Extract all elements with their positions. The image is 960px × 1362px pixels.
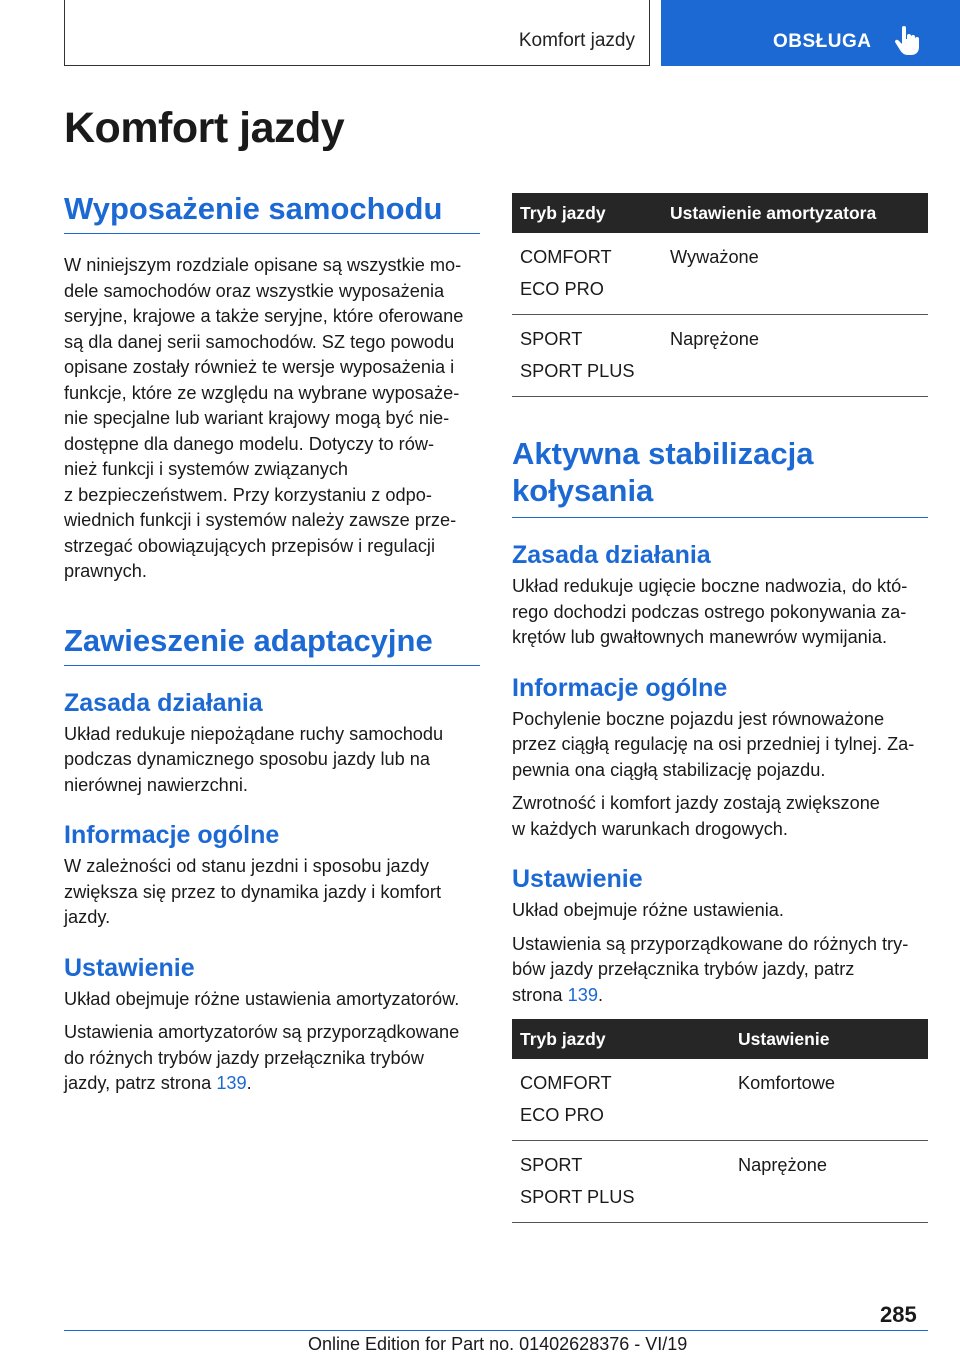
page-title: Komfort jazdy xyxy=(64,104,345,152)
table-damper-settings xyxy=(512,193,928,397)
table-cell-mode xyxy=(512,1059,730,1141)
paragraph-zasada xyxy=(64,722,480,799)
text-line: seryjne, krajowe a także seryjne, które oferowane xyxy=(64,306,464,327)
paragraph-zasada xyxy=(512,574,928,651)
subheading-informacje: Informacje ogólne xyxy=(512,673,728,702)
text-line: Układ redukuje niepożądane ruchy samochodu xyxy=(64,723,444,744)
text-line: strzegać obowiązujących przepisów i regulacji xyxy=(64,535,435,556)
text-line: opisane zostały również te wersje wyposażenia i xyxy=(64,357,455,378)
table-stabilization-settings xyxy=(512,1019,928,1223)
left-column xyxy=(64,190,480,1097)
mode-name: ECO PRO xyxy=(520,1105,604,1125)
heading-stabilizacja xyxy=(512,435,928,518)
right-column xyxy=(512,193,928,1223)
paragraph-ustawienie-1: Układ obejmuje różne ustawienia amortyzatorów. xyxy=(64,988,460,1009)
text-line: Ustawienia są przyporządkowane do różnych try‐ xyxy=(512,933,909,954)
footer-edition: Online Edition for Part no. 01402628376 - VI/19 xyxy=(308,1334,688,1354)
text-line: do różnych trybów jazdy przełącznika trybów xyxy=(64,1047,424,1068)
header-section-box xyxy=(64,0,650,66)
page-link-139[interactable]: 139 xyxy=(567,984,598,1005)
subheading-informacje: Informacje ogólne xyxy=(64,821,280,850)
text-line: w każdych warunkach drogowych. xyxy=(512,818,788,839)
table-cell-mode xyxy=(512,315,662,397)
text-line xyxy=(512,983,928,1009)
footer-divider xyxy=(64,1330,928,1331)
table-cell-value: Naprężone xyxy=(662,315,928,397)
text-line: krętów lub gwałtownych manewrów wymijania. xyxy=(512,627,888,647)
mode-name: ECO PRO xyxy=(520,279,604,299)
paragraph-ustawienie-2 xyxy=(512,932,928,1009)
text-line: nierównej nawierzchni. xyxy=(64,774,248,795)
mode-name: COMFORT xyxy=(520,247,612,267)
text-line: Pochylenie boczne pojazdu jest równoważone xyxy=(512,708,885,729)
text-line: funkcje, które ze względu na wybrane wyposaże‐ xyxy=(64,382,460,403)
text-line: pewnia ona ciągłą stabilizację pojazdu. xyxy=(512,759,826,780)
text-line: prawnych. xyxy=(64,561,147,582)
text-line: z bezpieczeństwem. Przy korzystaniu z odpo‐ xyxy=(64,484,432,505)
text-line: dostępne dla danego modelu. Dotyczy to rów‐ xyxy=(64,433,435,454)
text-line: nież funkcji i systemów związanych xyxy=(64,459,349,480)
text-line: Układ redukuje ugięcie boczne nadwozia, do któ‐ xyxy=(512,576,908,596)
text-line: W zależności od stanu jezdni i sposobu jazdy xyxy=(64,856,429,877)
table-cell-value: Komfortowe xyxy=(730,1059,928,1141)
text-line: podczas dynamicznego sposobu jazdy lub na xyxy=(64,749,431,770)
text-fragment: . xyxy=(246,1073,252,1094)
text-line: W niniejszym rozdziale opisane są wszystkie mo‐ xyxy=(64,255,462,276)
paragraph-ustawienie-2 xyxy=(64,1020,480,1097)
table-cell-mode xyxy=(512,233,662,315)
hand-pointer-icon xyxy=(895,26,921,56)
text-line: są dla danej serii samochodów. SZ tego powodu xyxy=(64,331,455,352)
table-header-mode: Tryb jazdy xyxy=(512,1019,730,1059)
table-header-setting: Ustawienie xyxy=(730,1019,928,1059)
table-row xyxy=(512,233,928,315)
heading-line: kołysania xyxy=(512,473,654,508)
table-header-mode: Tryb jazdy xyxy=(512,193,662,233)
paragraph-wyposazenie xyxy=(64,253,480,585)
text-fragment: jazdy, patrz strona xyxy=(64,1073,217,1094)
heading-line: Aktywna stabilizacja xyxy=(512,436,814,471)
paragraph-informacje xyxy=(64,854,480,931)
header-tab-label: OBSŁUGA xyxy=(773,31,872,52)
table-header-row xyxy=(512,193,928,233)
text-fragment: . xyxy=(597,984,604,1005)
heading-wyposazenie: Wyposażenie samochodu xyxy=(64,190,480,234)
mode-name: COMFORT xyxy=(520,1073,612,1093)
table-header-setting: Ustawienie amortyzatora xyxy=(662,193,928,233)
table-cell-value: Wyważone xyxy=(662,233,928,315)
subheading-ustawienie: Ustawienie xyxy=(64,953,195,982)
text-line: jazdy. xyxy=(64,907,111,928)
text-line: bów jazdy przełącznika trybów jazdy, patrz xyxy=(512,959,855,979)
subheading-zasada: Zasada działania xyxy=(64,688,263,717)
table-cell-value: Naprężone xyxy=(730,1141,928,1223)
text-line: dele samochodów oraz wszystkie wyposażenia xyxy=(64,280,445,301)
table-row xyxy=(512,1059,928,1141)
page-link-139[interactable]: 139 xyxy=(216,1073,247,1094)
subheading-ustawienie: Ustawienie xyxy=(512,865,643,893)
text-line: zwiększa się przez to dynamika jazdy i komfort xyxy=(64,881,442,902)
table-cell-mode xyxy=(512,1141,730,1223)
paragraph-informacje-1 xyxy=(512,707,928,784)
mode-name: SPORT xyxy=(520,1155,583,1175)
text-line: Zwrotność i komfort jazdy zostają zwiększone xyxy=(512,793,880,813)
table-row xyxy=(512,315,928,397)
text-line: nie specjalne lub wariant krajowy mogą być nie‐ xyxy=(64,408,450,429)
text-fragment: strona xyxy=(512,984,568,1005)
mode-name: SPORT PLUS xyxy=(520,1187,635,1207)
mode-name: SPORT xyxy=(520,329,583,349)
table-header-row xyxy=(512,1019,928,1059)
text-line xyxy=(64,1071,480,1097)
text-line: wiednich funkcji i systemów należy zawsze prze‐ xyxy=(64,510,457,531)
header-tab-obsluga[interactable] xyxy=(661,0,960,66)
heading-zawieszenie: Zawieszenie adaptacyjne xyxy=(64,622,480,666)
mode-name: SPORT PLUS xyxy=(520,361,635,381)
table-row xyxy=(512,1141,928,1223)
text-line: przez ciągłą regulację na osi przedniej i tylnej. Za‐ xyxy=(512,734,915,754)
text-line: Ustawienia amortyzatorów są przyporządkowane xyxy=(64,1022,460,1043)
paragraph-ustawienie-1: Układ obejmuje różne ustawienia. xyxy=(512,900,784,920)
paragraph-informacje-2 xyxy=(512,791,928,842)
subheading-zasada: Zasada działania xyxy=(512,541,711,569)
text-line: rego dochodzi podczas ostrego pokonywania za‐ xyxy=(512,601,907,622)
header-section-title: Komfort jazdy xyxy=(518,30,635,51)
page-number: 285 xyxy=(880,1302,917,1327)
